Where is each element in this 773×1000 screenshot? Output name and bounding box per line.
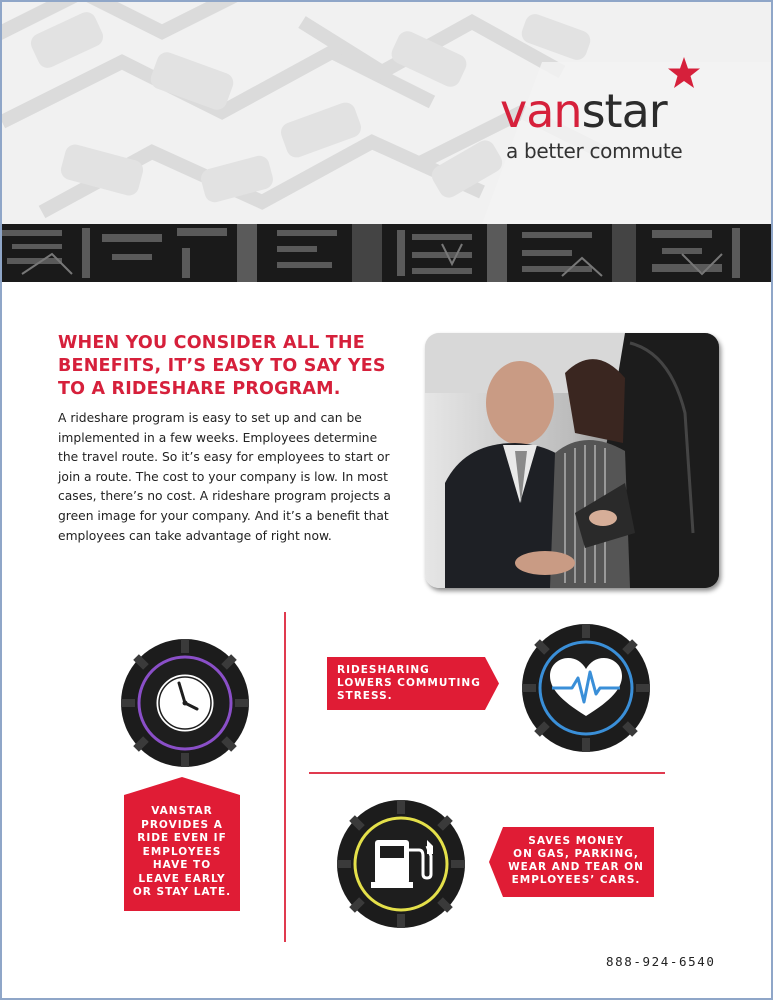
callout-ride-line: EMPLOYEES xyxy=(142,845,222,858)
star-icon xyxy=(666,56,702,90)
clock-tire-icon xyxy=(119,637,251,769)
callout-ride-line: PROVIDES A xyxy=(141,818,223,831)
callout-ride-line: LEAVE EARLY xyxy=(138,872,226,885)
heart-pulse-tire-icon xyxy=(520,622,652,754)
body-paragraph: A rideshare program is easy to set up and can be implemented in a few weeks. Employees determine the travel route. So it’s easy for employees to start or join a route. The cost to your company is low. In most cases, there’s no cost. A rideshare program projects a green image for your company. And it’s a benefit that employees can take advantage of right now. xyxy=(58,411,391,543)
callout-stress-line: RIDESHARING xyxy=(337,664,430,676)
commuters-photo xyxy=(425,333,719,588)
logo-star-text: star xyxy=(581,84,667,138)
headline: WHEN YOU CONSIDER ALL THE BENEFITS, IT’S EASY TO SAY YES TO A RIDESHARE PROGRAM. xyxy=(58,333,386,399)
callout-stress-line: LOWERS COMMUTING xyxy=(337,677,481,689)
callout-savings-line: WEAR AND TEAR ON xyxy=(508,861,644,873)
phone-number: 888-924-6540 xyxy=(606,954,716,969)
callout-ride-line: VANSTAR xyxy=(151,805,213,817)
callout-ride-guarantee xyxy=(124,777,240,911)
fuel-pump-tire-icon xyxy=(335,798,467,930)
tire-tread-band xyxy=(2,224,771,282)
vanstar-logo xyxy=(500,86,740,176)
callout-savings-line: ON GAS, PARKING, xyxy=(513,848,639,860)
logo-tagline: a better commute xyxy=(506,139,683,163)
callout-savings-line: SAVES MONEY xyxy=(528,835,624,847)
callout-savings-line: EMPLOYEES’ CARS. xyxy=(511,874,641,886)
callout-ride-line: RIDE EVEN IF xyxy=(137,832,227,844)
horizontal-divider xyxy=(309,772,665,774)
callout-stress xyxy=(327,657,499,710)
callout-stress-line: STRESS. xyxy=(337,690,393,702)
callout-ride-line: OR STAY LATE. xyxy=(132,886,232,898)
logo-van-text: van xyxy=(500,84,582,138)
callout-ride-line: HAVE TO xyxy=(152,859,212,871)
callout-savings xyxy=(489,827,654,897)
logo-wordmark xyxy=(500,86,667,136)
vertical-divider xyxy=(284,612,286,942)
